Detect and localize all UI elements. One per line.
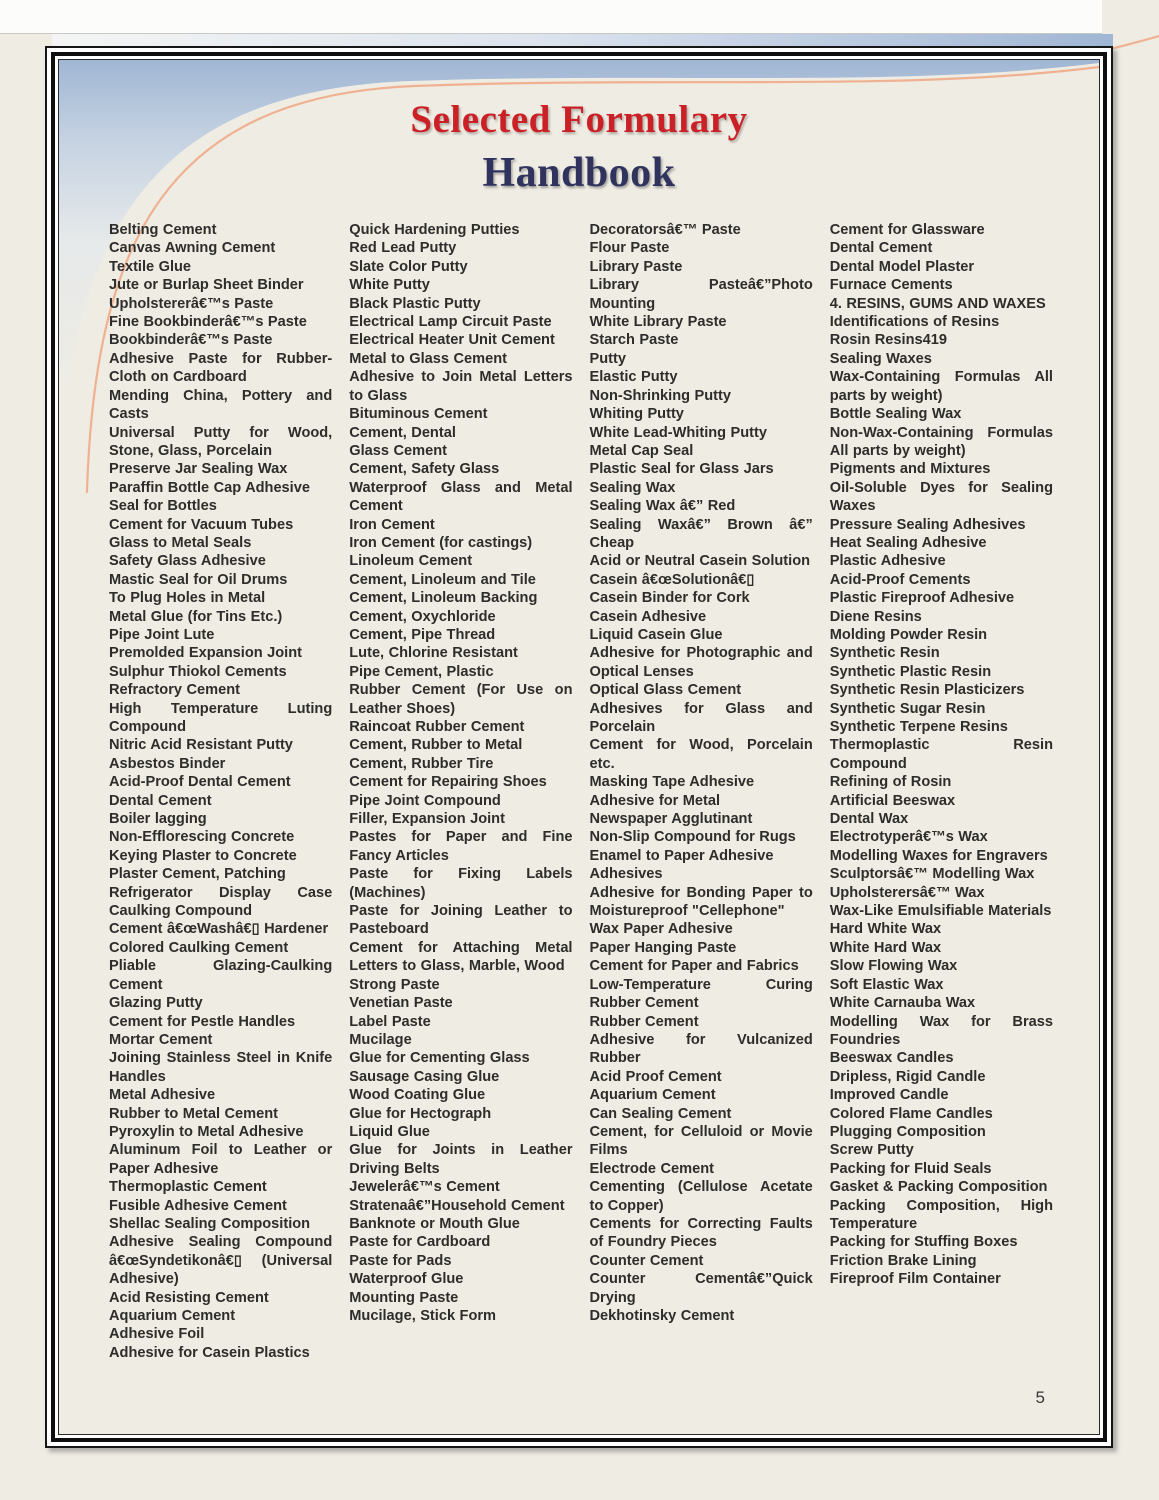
- list-item: Adhesive for Vulcanized Rubber: [589, 1031, 813, 1067]
- list-item: Bookbinderâ€™s Paste: [109, 332, 273, 349]
- list-item: Mucilage: [349, 1031, 412, 1048]
- list-item: Soft Elastic Wax: [829, 976, 944, 993]
- index-column-1: [109, 221, 332, 1362]
- list-item: Cement for Glassware: [829, 222, 985, 239]
- list-item: Acid Proof Cement: [589, 1068, 722, 1085]
- list-item: Acid-Proof Cements: [829, 571, 971, 588]
- list-item: Sausage Casing Glue: [349, 1068, 500, 1085]
- list-item: Glue for Joints in Leather Driving Belts: [349, 1142, 573, 1177]
- list-item: Fusible Adhesive Cement: [109, 1197, 287, 1214]
- list-item: Slate Color Putty: [349, 258, 468, 275]
- list-item: Paste for Fixing Labels (Machines): [349, 866, 573, 901]
- list-item: Paste for Joining Leather to Pasteboard: [349, 903, 573, 938]
- list-item: Cement for Wood, Porcelain etc.: [589, 737, 813, 772]
- list-item: Nitric Acid Resistant Putty: [109, 737, 293, 754]
- list-item: Fine Bookbinderâ€™s Paste: [109, 314, 307, 331]
- list-item: Mounting Paste: [349, 1289, 459, 1306]
- list-item: Packing for Fluid Seals: [829, 1160, 992, 1177]
- list-item: Aquarium Cement: [589, 1087, 716, 1104]
- list-item: Universal Putty for Wood, Stone, Glass, Porcelain: [109, 424, 333, 459]
- list-item: Adhesive for Casein Plastics: [109, 1344, 310, 1361]
- list-item: Furnace Cements: [829, 277, 953, 294]
- list-item: Cements for Correcting Faults of Foundry Pieces: [589, 1215, 813, 1251]
- list-item: Jute or Burlap Sheet Binder: [109, 277, 304, 294]
- list-item: Keying Plaster to Concrete: [109, 847, 297, 864]
- list-item: Sealing Wax â€” Red: [589, 498, 736, 515]
- list-item: Thermoplastic Cement: [109, 1179, 267, 1196]
- list-item: Banknote or Mouth Glue: [349, 1215, 520, 1232]
- list-item: Adhesive Paste for Rubber-Cloth on Cardboard: [109, 350, 333, 386]
- list-item: Liquid Glue: [349, 1123, 430, 1140]
- page-title: [59, 60, 1099, 195]
- list-item: Library Paste: [589, 258, 683, 275]
- list-item: Paste for Cardboard: [349, 1234, 491, 1251]
- list-item: Metal Glue (for Tins Etc.): [109, 608, 283, 625]
- list-item: To Plug Holes in Metal: [109, 590, 266, 607]
- list-item: 4. RESINS, GUMS AND WAXES: [829, 295, 1046, 312]
- list-item: Liquid Casein Glue: [589, 626, 723, 643]
- list-item: High Temperature Luting Compound: [109, 700, 333, 735]
- list-item: Aluminum Foil to Leather or Paper Adhesive: [109, 1142, 333, 1177]
- list-item: Adhesive for Photographic and Optical Lenses: [589, 645, 813, 680]
- list-item: Identifications of Resins: [829, 314, 1000, 331]
- list-item: Pigments and Mixtures: [829, 461, 991, 478]
- list-item: Mortar Cement: [109, 1031, 213, 1048]
- list-item: Black Plastic Putty: [349, 295, 481, 312]
- list-item: Shellac Sealing Composition: [109, 1215, 311, 1232]
- list-item: Oil-Soluble Dyes for Sealing Waxes: [829, 479, 1053, 515]
- list-item: Electrical Heater Unit Cement: [349, 332, 555, 349]
- list-item: Modelling Waxes for Engravers: [829, 847, 1048, 864]
- list-item: Metal to Glass Cement: [349, 350, 507, 367]
- list-item: Venetian Paste: [349, 995, 453, 1012]
- list-item: Label Paste: [349, 1013, 431, 1030]
- list-item: Dental Cement: [109, 792, 212, 809]
- list-item: Canvas Awning Cement: [109, 240, 276, 257]
- list-item: Electrode Cement: [589, 1160, 714, 1177]
- list-item: Iron Cement (for castings): [349, 534, 533, 551]
- list-item: Bottle Sealing Wax: [829, 406, 962, 423]
- list-item: Non-Shrinking Putty: [589, 387, 731, 404]
- list-item: White Library Paste: [589, 314, 727, 331]
- list-item: Acid-Proof Dental Cement: [109, 774, 291, 791]
- list-item: Counter Cement: [589, 1252, 704, 1269]
- list-item: Rubber to Metal Cement: [109, 1105, 279, 1122]
- list-item: Plaster Cement, Patching: [109, 866, 286, 883]
- list-item: Enamel to Paper Adhesive: [589, 847, 774, 864]
- list-item: Jewelerâ€™s Cement: [349, 1179, 500, 1196]
- list-item: Cement for Paper and Fabrics: [589, 958, 799, 975]
- list-item: Packing Composition, High Temperature: [829, 1197, 1053, 1232]
- list-item: Cement, Linoleum and Tile: [349, 571, 536, 588]
- list-item: Asbestos Binder: [109, 755, 226, 772]
- list-item: Whiting Putty: [589, 406, 684, 423]
- list-item: Textile Glue: [109, 258, 192, 275]
- list-item: Friction Brake Lining: [829, 1252, 977, 1269]
- list-item: Pipe Joint Lute: [109, 626, 215, 643]
- list-item: Casein â€œSolutionâ€▯: [589, 571, 755, 588]
- list-item: Preserve Jar Sealing Wax: [109, 461, 288, 478]
- list-item: Plugging Composition: [829, 1123, 986, 1140]
- list-item: Dripless, Rigid Candle: [829, 1068, 986, 1085]
- list-item: Cement, Pipe Thread: [349, 626, 496, 643]
- list-item: Cement for Attaching Metal Letters to Glass, Marble, Wood: [349, 939, 573, 975]
- list-item: Rubber Cement: [589, 1013, 699, 1030]
- list-item: Adhesive Foil: [109, 1326, 205, 1343]
- list-item: Plastic Seal for Glass Jars: [589, 461, 774, 478]
- list-item: Improved Candle: [829, 1087, 949, 1104]
- list-item: Optical Glass Cement: [589, 682, 742, 699]
- index-columns: [59, 221, 1099, 1362]
- index-column-3: [590, 221, 813, 1362]
- list-item: Hard White Wax: [829, 921, 942, 938]
- list-item: Heat Sealing Adhesive: [829, 534, 987, 551]
- list-item: Gasket & Packing Composition: [829, 1179, 1048, 1196]
- list-item: Sulphur Thiokol Cements: [109, 663, 287, 680]
- list-item: Wax-Like Emulsifiable Materials: [829, 903, 1052, 920]
- list-item: Counter Cementâ€”Quick Drying: [589, 1271, 813, 1306]
- list-item: Cement, Linoleum Backing: [349, 590, 538, 607]
- list-item: Screw Putty: [829, 1142, 914, 1159]
- list-item: Glazing Putty: [109, 995, 203, 1012]
- list-item: Upholsterersâ€™ Wax: [829, 884, 985, 901]
- list-item: White Putty: [349, 277, 430, 294]
- list-item: Metal Adhesive: [109, 1087, 216, 1104]
- list-item: Wax Paper Adhesive: [589, 921, 733, 938]
- list-item: Synthetic Sugar Resin: [829, 700, 986, 717]
- list-item: Colored Flame Candles: [829, 1105, 993, 1122]
- list-item: Low-Temperature Curing Rubber Cement: [589, 976, 813, 1012]
- list-item: Putty: [589, 350, 626, 367]
- list-item: Seal for Bottles: [109, 498, 217, 515]
- list-item: Cementing (Cellulose Acetate to Copper): [589, 1179, 813, 1214]
- list-item: Sealing Wax: [589, 479, 676, 496]
- list-item: Synthetic Terpene Resins: [829, 719, 1008, 735]
- list-item: Refrigerator Display Case Caulking Compound: [109, 884, 333, 920]
- list-item: Bituminous Cement: [349, 406, 488, 423]
- list-item: Sealing Waxâ€” Brown â€” Cheap: [589, 516, 813, 551]
- page-number: 5: [1035, 1388, 1045, 1407]
- list-item: Iron Cement: [349, 516, 435, 533]
- list-item: Waterproof Glue: [349, 1271, 464, 1288]
- list-item: Mending China, Pottery and Casts: [109, 387, 333, 423]
- list-item: Mucilage, Stick Form: [349, 1308, 497, 1324]
- list-item: Mastic Seal for Oil Drums: [109, 571, 288, 588]
- list-item: Cement, Dental: [349, 424, 456, 441]
- list-item: Starch Paste: [589, 332, 679, 349]
- list-item: Adhesive to Join Metal Letters to Glass: [349, 369, 573, 404]
- list-item: Refractory Cement: [109, 682, 240, 699]
- list-item: Synthetic Plastic Resin: [829, 663, 992, 680]
- list-item: Artificial Beeswax: [829, 792, 956, 809]
- list-item: Synthetic Resin: [829, 645, 940, 662]
- list-item: Adhesives: [589, 866, 663, 883]
- list-item: Rubber Cement (For Use on Leather Shoes): [349, 682, 573, 717]
- page-border-frame-outer: [45, 46, 1113, 1448]
- list-item: Waterproof Glass and Metal Cement: [349, 479, 573, 515]
- list-item: Strong Paste: [349, 976, 440, 993]
- list-item: White Hard Wax: [829, 939, 942, 956]
- list-item: Pastes for Paper and Fine Fancy Articles: [349, 829, 573, 864]
- list-item: Cement for Vacuum Tubes: [109, 516, 294, 533]
- list-item: Adhesive for Bonding Paper to Moistureproof "Cellephone": [589, 884, 813, 920]
- list-item: Red Lead Putty: [349, 240, 457, 257]
- page-content: [59, 60, 1099, 1434]
- list-item: Plastic Adhesive: [829, 553, 946, 570]
- list-item: Glass Cement: [349, 442, 447, 459]
- page-title-line1: Selected Formulary: [410, 98, 748, 141]
- list-item: Can Sealing Cement: [589, 1105, 732, 1122]
- list-item: Cement, Safety Glass: [349, 461, 500, 478]
- list-item: Masking Tape Adhesive: [589, 774, 755, 791]
- list-item: Flour Paste: [589, 240, 670, 257]
- list-item: Metal Cap Seal: [589, 442, 694, 459]
- page-border-frame-inner: [58, 59, 1100, 1435]
- list-item: Newspaper Agglutinant: [589, 811, 753, 828]
- list-item: Library Pasteâ€”Photo Mounting: [589, 277, 813, 312]
- list-item: Beeswax Candles: [829, 1050, 954, 1067]
- list-item: Aquarium Cement: [109, 1308, 236, 1324]
- list-item: Lute, Chlorine Resistant: [349, 645, 518, 662]
- list-item: Sculptorsâ€™ Modelling Wax: [829, 866, 1035, 883]
- page-title-line2: Handbook: [482, 149, 676, 196]
- list-item: Synthetic Resin Plasticizers: [829, 682, 1025, 699]
- list-item: Modelling Wax for Brass Foundries: [829, 1013, 1053, 1048]
- list-item: Wax-Containing Formulas All parts by weight): [829, 369, 1053, 404]
- list-item: Pipe Joint Compound: [349, 792, 501, 809]
- list-item: Rosin Resins419: [829, 332, 947, 349]
- list-item: Paste for Pads: [349, 1252, 452, 1269]
- list-item: Molding Powder Resin: [829, 626, 988, 643]
- list-item: Refining of Rosin: [829, 774, 952, 791]
- list-item: Adhesive for Metal: [589, 792, 721, 809]
- list-item: Acid Resisting Cement: [109, 1289, 269, 1306]
- list-item: Upholstererâ€™s Paste: [109, 295, 274, 312]
- list-item: Paraffin Bottle Cap Adhesive: [109, 479, 310, 496]
- list-item: Wood Coating Glue: [349, 1087, 486, 1104]
- list-item: Dental Wax: [829, 811, 909, 828]
- list-item: Boiler lagging: [109, 811, 207, 828]
- list-item: Diene Resins: [829, 608, 922, 625]
- list-item: Non-Efflorescing Concrete: [109, 829, 295, 846]
- list-item: Non-Slip Compound for Rugs: [589, 829, 796, 846]
- list-item: Elastic Putty: [589, 369, 678, 386]
- list-item: Plastic Fireproof Adhesive: [829, 590, 1015, 607]
- list-item: Filler, Expansion Joint: [349, 811, 505, 828]
- list-item: Dental Cement: [829, 240, 933, 257]
- list-item: Slow Flowing Wax: [829, 958, 958, 975]
- list-item: Linoleum Cement: [349, 553, 473, 570]
- list-item: Fireproof Film Container: [829, 1271, 1001, 1288]
- list-item: Adhesive Sealing Compound â€œSyndetikonâ€▯ (Universal Adhesive): [109, 1234, 333, 1288]
- list-item: Acid or Neutral Casein Solution: [589, 553, 811, 570]
- list-item: Joining Stainless Steel in Knife Handles: [109, 1050, 333, 1085]
- index-column-4: [830, 221, 1053, 1362]
- list-item: Glass to Metal Seals: [109, 534, 252, 551]
- list-item: Raincoat Rubber Cement: [349, 719, 525, 735]
- list-item: Safety Glass Adhesive: [109, 553, 266, 570]
- list-item: Paper Hanging Paste: [589, 939, 737, 956]
- list-item: Cement â€œWashâ€▯ Hardener: [109, 921, 329, 938]
- list-item: Cement, Oxychloride: [349, 608, 496, 625]
- list-item: Sealing Waxes: [829, 350, 932, 367]
- list-item: Electrical Lamp Circuit Paste: [349, 314, 552, 331]
- index-column-2: [349, 221, 572, 1362]
- list-item: Dekhotinsky Cement: [589, 1308, 735, 1324]
- list-item: Colored Caulking Cement: [109, 939, 289, 956]
- list-item: Glue for Hectograph: [349, 1105, 492, 1122]
- list-item: Pressure Sealing Adhesives: [829, 516, 1026, 533]
- list-item: Decoratorsâ€™ Paste: [589, 222, 741, 239]
- list-item: Cement for Repairing Shoes: [349, 774, 547, 791]
- list-item: Quick Hardening Putties: [349, 222, 520, 239]
- list-item: Belting Cement: [109, 222, 217, 239]
- list-item: Pipe Cement, Plastic: [349, 663, 494, 680]
- list-item: Packing for Stuffing Boxes: [829, 1234, 1018, 1251]
- list-item: Non-Wax-Containing Formulas All parts by weight): [829, 424, 1053, 459]
- page-border-frame-thick: [51, 52, 1107, 1442]
- list-item: Casein Adhesive: [589, 608, 707, 625]
- list-item: Dental Model Plaster: [829, 258, 975, 275]
- list-item: Premolded Expansion Joint: [109, 645, 302, 662]
- list-item: Adhesives for Glass and Porcelain: [589, 700, 813, 735]
- list-item: Cement, Rubber to Metal: [349, 737, 523, 754]
- list-item: Casein Binder for Cork: [589, 590, 750, 607]
- list-item: White Carnauba Wax: [829, 995, 976, 1012]
- list-item: Cement for Pestle Handles: [109, 1013, 296, 1030]
- list-item: Cement, for Celluloid or Movie Films: [589, 1123, 813, 1159]
- list-item: Glue for Cementing Glass: [349, 1050, 530, 1067]
- list-item: Pliable Glazing-Caulking Cement: [109, 958, 333, 993]
- list-item: Pyroxylin to Metal Adhesive: [109, 1123, 304, 1140]
- list-item: White Lead-Whiting Putty: [589, 424, 768, 441]
- list-item: Cement, Rubber Tire: [349, 755, 494, 772]
- list-item: Thermoplastic Resin Compound: [829, 737, 1053, 772]
- list-item: Electrotyperâ€™s Wax: [829, 829, 988, 846]
- list-item: Stratenaâ€”Household Cement: [349, 1197, 565, 1214]
